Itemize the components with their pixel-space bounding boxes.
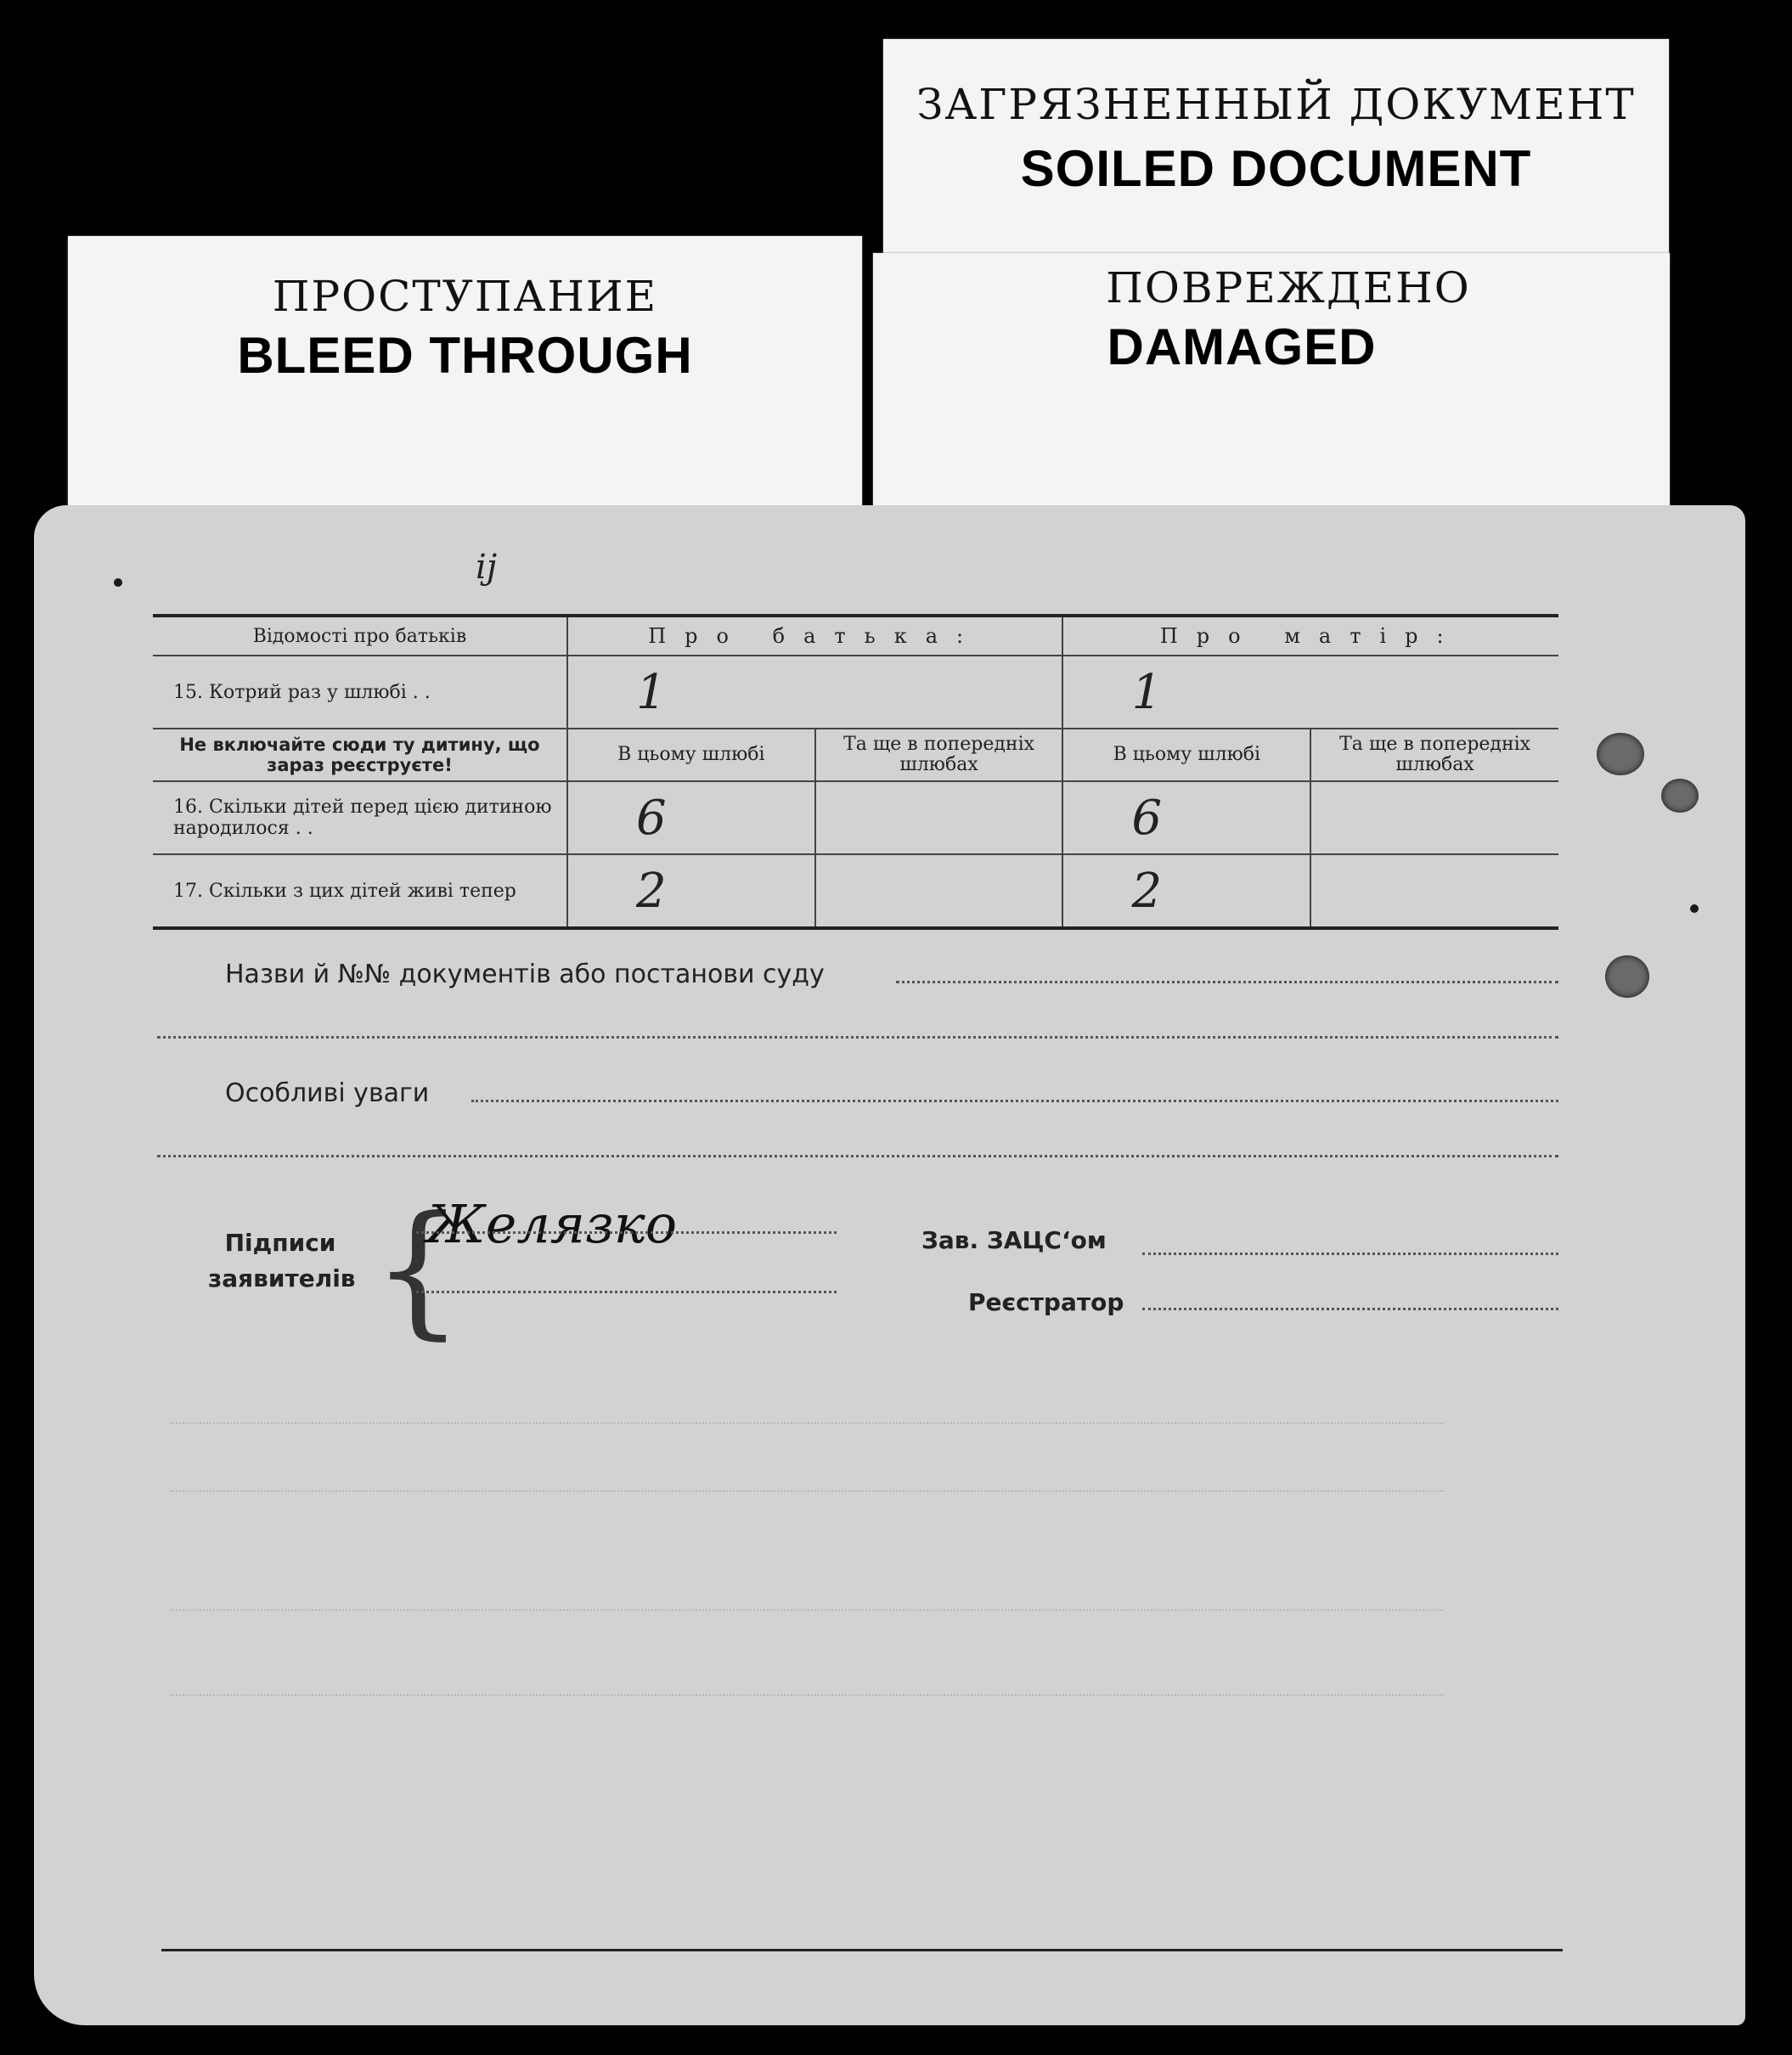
- documents-field-line-2: [157, 1036, 1558, 1039]
- notes-field-label: Особливі уваги: [225, 1078, 430, 1108]
- row16-mother-this: 6: [1062, 781, 1310, 854]
- bleed-label-en: BLEED THROUGH: [237, 327, 693, 384]
- father-this-marriage-header: В цьому шлюбі: [567, 729, 815, 781]
- header-mother: Про матір:: [1062, 616, 1558, 656]
- father-prev-marriages-header: Та ще в попередніх шлюбах: [815, 729, 1063, 781]
- row15-mother-value: 1: [1062, 656, 1558, 729]
- notes-field-line-2: [157, 1155, 1558, 1157]
- table-header-row: [153, 616, 1558, 656]
- row16-label: 16. Скільки дітей перед цією дитиною народилося . .: [153, 781, 567, 854]
- registrar-signature-line: [1142, 1308, 1558, 1310]
- soiled-label-en: SOILED DOCUMENT: [1020, 140, 1532, 197]
- table-row: [153, 854, 1558, 928]
- warning-note: Не включайте сюди ту дитину, що зараз реєструєте!: [153, 729, 567, 781]
- row17-father-this: 2: [567, 854, 815, 928]
- applicant-signature-line-2: [416, 1291, 837, 1293]
- head-signature-line: [1142, 1253, 1558, 1255]
- document-page: [34, 505, 1745, 2025]
- paper-hole: [1661, 779, 1699, 813]
- ink-speck: [1690, 904, 1699, 913]
- row17-father-prev: [815, 854, 1063, 928]
- row16-mother-prev: [1310, 781, 1558, 854]
- bleed-through-label: [68, 236, 862, 508]
- table-subheader-row: [153, 729, 1558, 781]
- paper-hole: [1597, 733, 1644, 775]
- row17-label: 17. Скільки з цих дітей живі тепер: [153, 854, 567, 928]
- damaged-label-ru: ПОВРЕЖДЕНО: [1106, 263, 1471, 312]
- header-parents-info: Відомості про батьків: [153, 616, 567, 656]
- applicants-label-line-1: Підписи: [224, 1229, 336, 1257]
- damaged-label-en: DAMAGED: [1107, 318, 1377, 375]
- bleed-line: [170, 1694, 1444, 1696]
- bleed-line: [170, 1422, 1444, 1424]
- applicant-signature: Желязко: [426, 1193, 678, 1255]
- damaged-label: [873, 253, 1670, 508]
- row15-label: 15. Котрий раз у шлюбі . .: [153, 656, 567, 729]
- row17-mother-prev: [1310, 854, 1558, 928]
- table-row: [153, 656, 1558, 729]
- documents-field-line: [896, 981, 1558, 983]
- bleed-line: [170, 1609, 1444, 1611]
- mother-this-marriage-header: В цьому шлюбі: [1062, 729, 1310, 781]
- row16-father-prev: [815, 781, 1063, 854]
- row17-mother-this: 2: [1062, 854, 1310, 928]
- header-father: Про батька:: [567, 616, 1063, 656]
- top-scrawl: ij: [476, 548, 498, 587]
- registrar-label: Реєстратор: [968, 1288, 1124, 1316]
- applicants-signatures-label: [208, 1225, 356, 1297]
- notes-field-line: [471, 1100, 1558, 1102]
- row16-father-this: 6: [567, 781, 815, 854]
- mother-prev-marriages-header: Та ще в попередніх шлюбах: [1310, 729, 1558, 781]
- head-label: Зав. ЗАЦС‘ом: [921, 1226, 1107, 1254]
- bleed-line: [170, 1490, 1444, 1492]
- brace: {: [372, 1185, 465, 1354]
- bleed-label-ru: ПРОСТУПАНИЕ: [272, 272, 658, 321]
- bottom-rule: [161, 1949, 1563, 1951]
- parents-info-table: [153, 614, 1558, 930]
- table-row: [153, 781, 1558, 854]
- documents-field-label: Назви й №№ документів або постанови суду: [225, 960, 825, 989]
- ink-speck: [114, 578, 122, 587]
- applicants-label-line-2: заявителів: [208, 1264, 356, 1292]
- soiled-document-label: [883, 39, 1669, 260]
- paper-hole: [1605, 955, 1649, 998]
- applicant-signature-line: [416, 1231, 837, 1234]
- soiled-label-ru: ЗАГРЯЗНЕННЫЙ ДОКУМЕНТ: [916, 80, 1636, 129]
- row15-father-value: 1: [567, 656, 1063, 729]
